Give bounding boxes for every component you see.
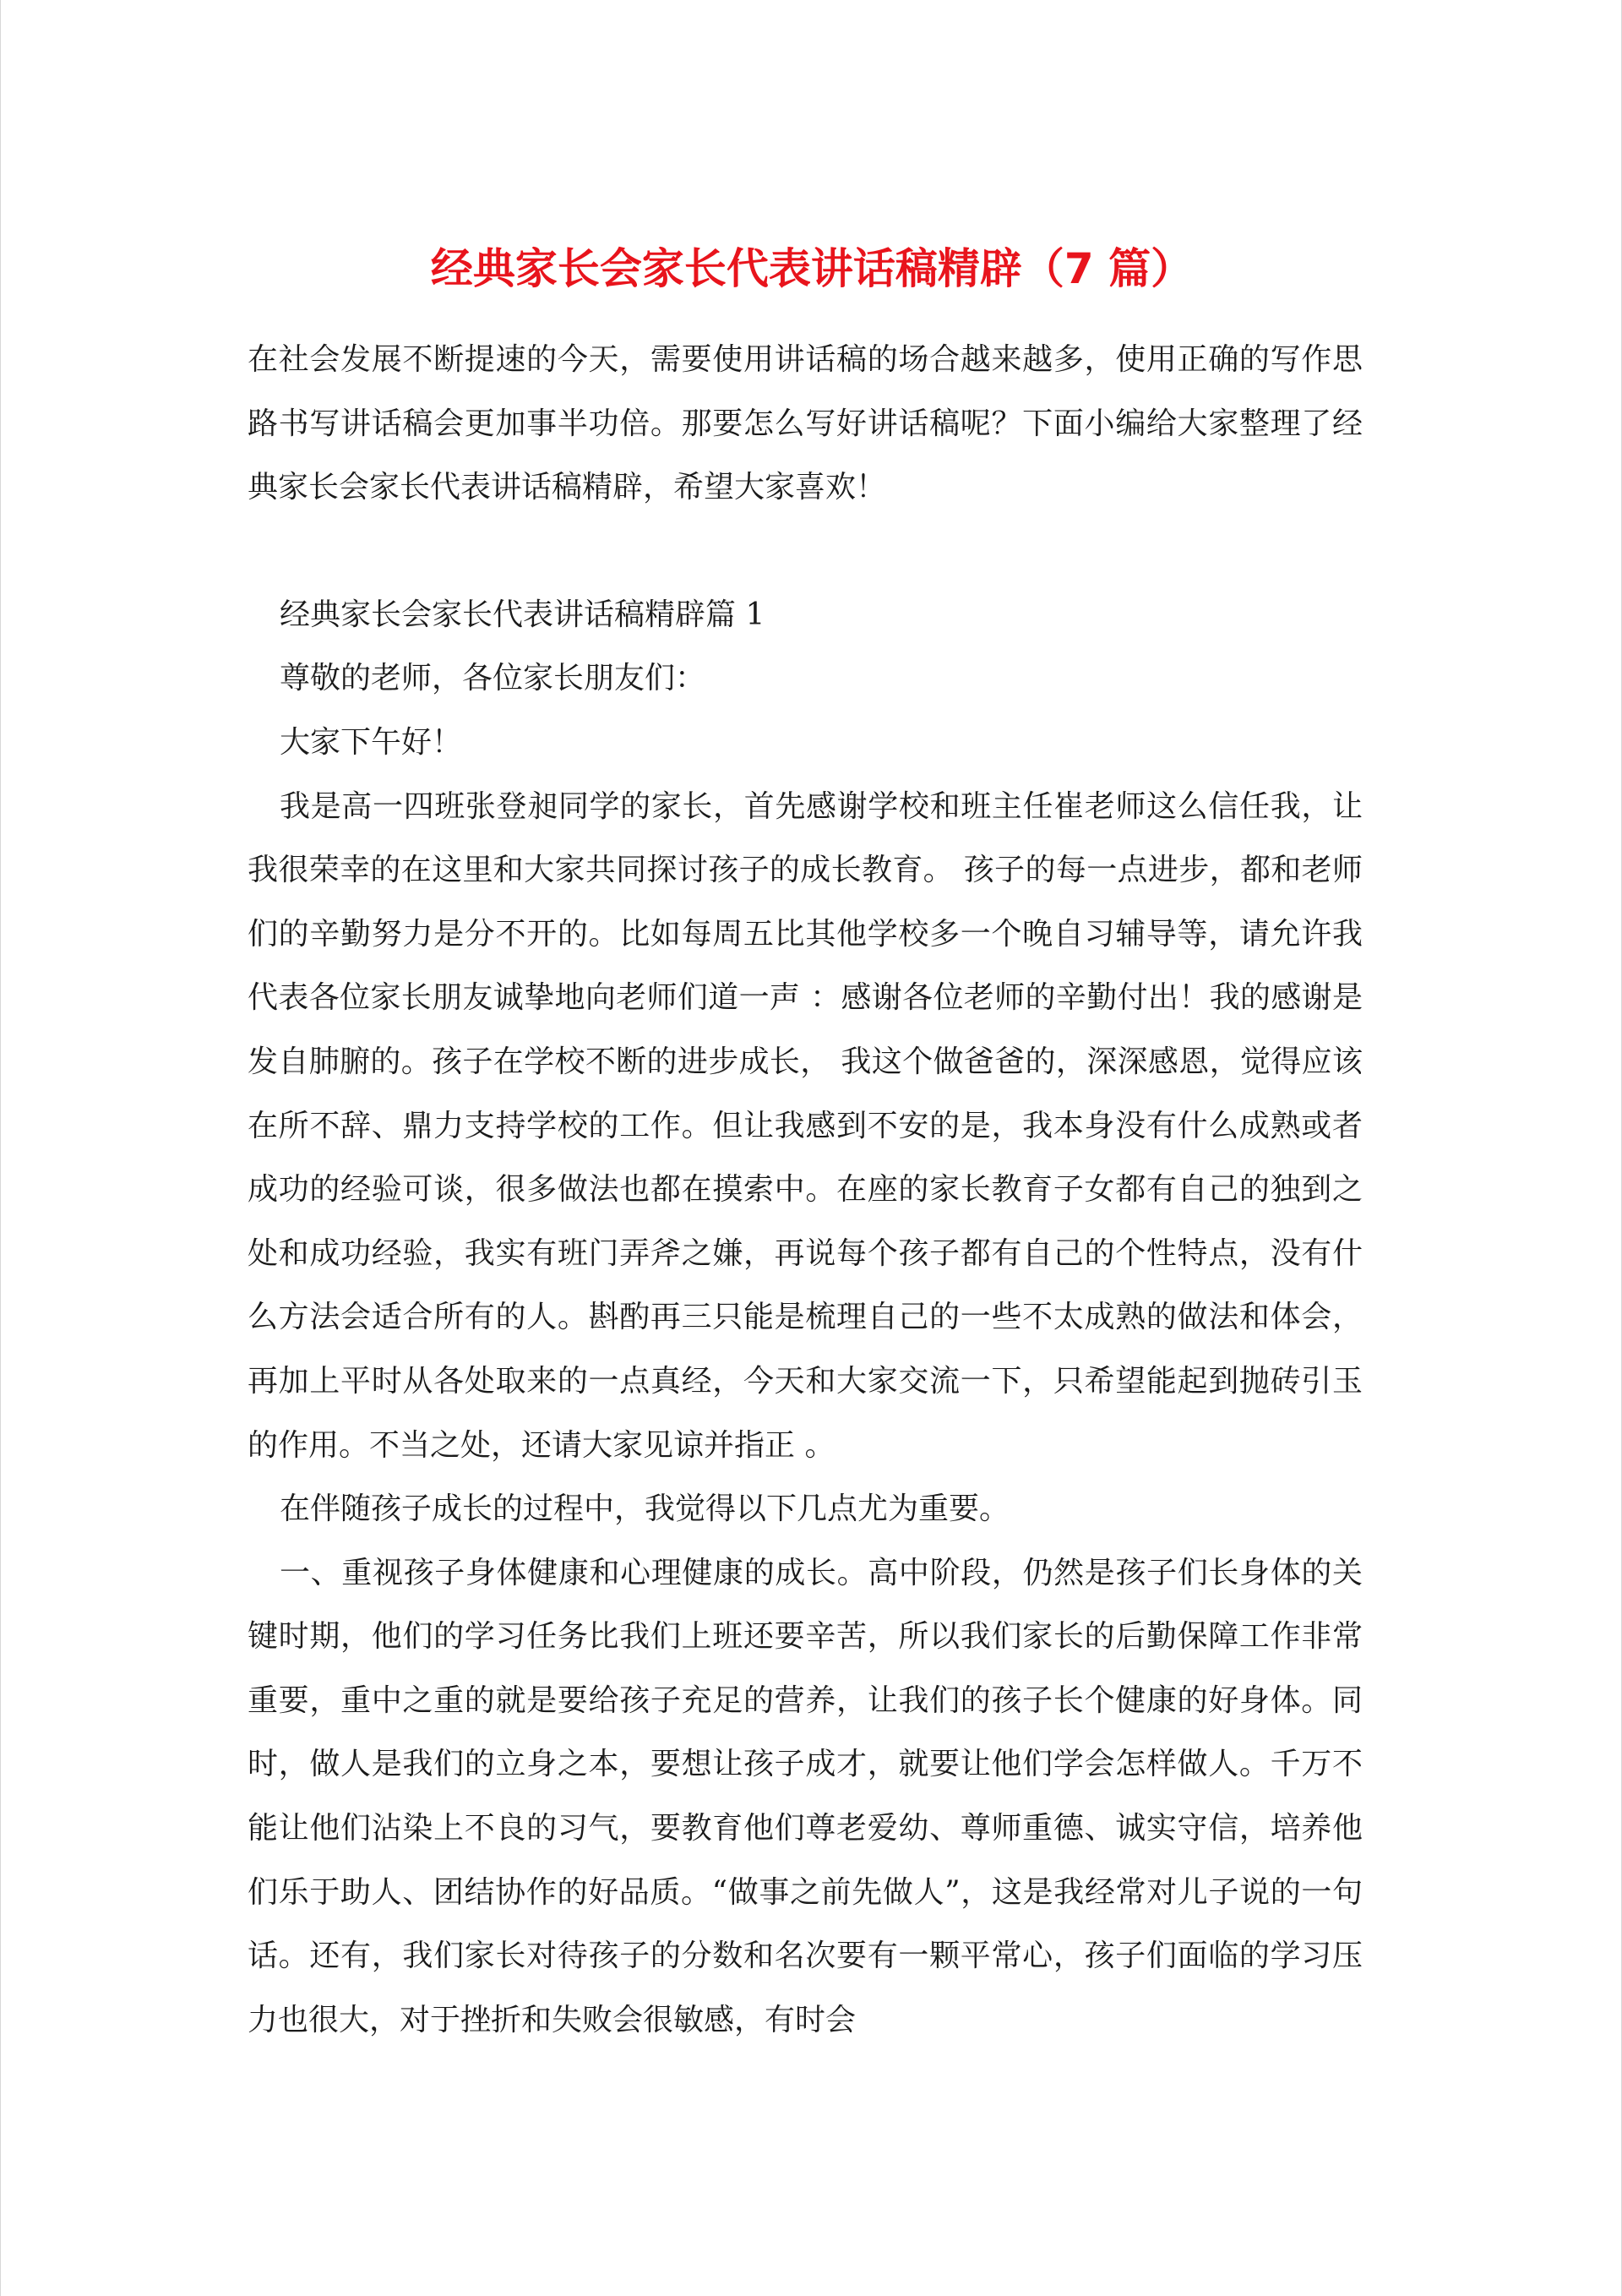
section-heading: 经典家长会家长代表讲话稿精辟篇 1: [280, 597, 765, 632]
salutation: 尊敬的老师，各位家长朋友们：: [280, 661, 706, 696]
body-paragraph-1: 我是高一四班张登昶同学的家长，首先感谢学校和班主任崔老师这么信任我，让我很荣幸的在这里和大家共同探讨孩子的成长教育。 孩子的每一点进步，都和老师们的辛勤努力是分不开的。比如每周五比其他学校多一个晚自习辅导等，请允许我代表各位家长朋友诚挚地向老师们道一声 ：感谢各位老师的辛勤付出！我的感谢是发自肺腑的。孩子在学校不断的进步成长， 我这个做爸爸的，深深感恩，觉得应该在所不辞、鼎力支持学校的工作。但让我感到不安的是，我本身没有什么成熟或者成功的经验可谈，很多做法也都在摸索中。在座的家长教育子女都有自己的独到之处和成功经验，我实有班门弄斧之嫌，再说每个孩子都有自己的个性特点，没有什么方法会适合所有的人。斟酌再三只能是梳理自己的一些不太成熟的做法和体会，再加上平时从各处取来的一点真经，今天和大家交流一下，只希望能起到抛砖引玉的作用。不当之处，还请大家见谅并指正 。: [248, 788, 1363, 1463]
document-title: 经典家长会家长代表讲话稿精辟（7 篇）: [430, 244, 1194, 293]
intro-paragraph: 在社会发展不断提速的今天，需要使用讲话稿的场合越来越多，使用正确的写作思路书写讲话稿会更加事半功倍。那要怎么写好讲话稿呢？下面小编给大家整理了经典家长会家长代表讲话稿精辟，希望大家喜欢！: [248, 342, 1363, 505]
body-paragraph-2: 在伴随孩子成长的过程中，我觉得以下几点尤为重要。: [280, 1492, 1010, 1527]
greeting: 大家下午好！: [280, 724, 463, 760]
body-paragraph-3: 一、重视孩子身体健康和心理健康的成长。高中阶段，仍然是孩子们长身体的关键时期，他们的学习任务比我们上班还要辛苦，所以我们家长的后勤保障工作非常重要，重中之重的就是要给孩子充足的营养，让我们的孩子长个健康的好身体。同时，做人是我们的立身之本，要想让孩子成才，就要让他们学会怎样做人。千万不能让他们沾染上不良的习气，要教育他们尊老爱幼、尊师重德、诚实守信，培养他们乐于助人、团结协作的好品质。“做事之前先做人”，这是我经常对儿子说的一句话。还有，我们家长对待孩子的分数和名次要有一颗平常心，孩子们面临的学习压力也很大，对于挫折和失败会很敏感，有时会: [248, 1555, 1363, 2037]
document-body: [248, 328, 1363, 2052]
section-spacer: [248, 520, 1363, 583]
